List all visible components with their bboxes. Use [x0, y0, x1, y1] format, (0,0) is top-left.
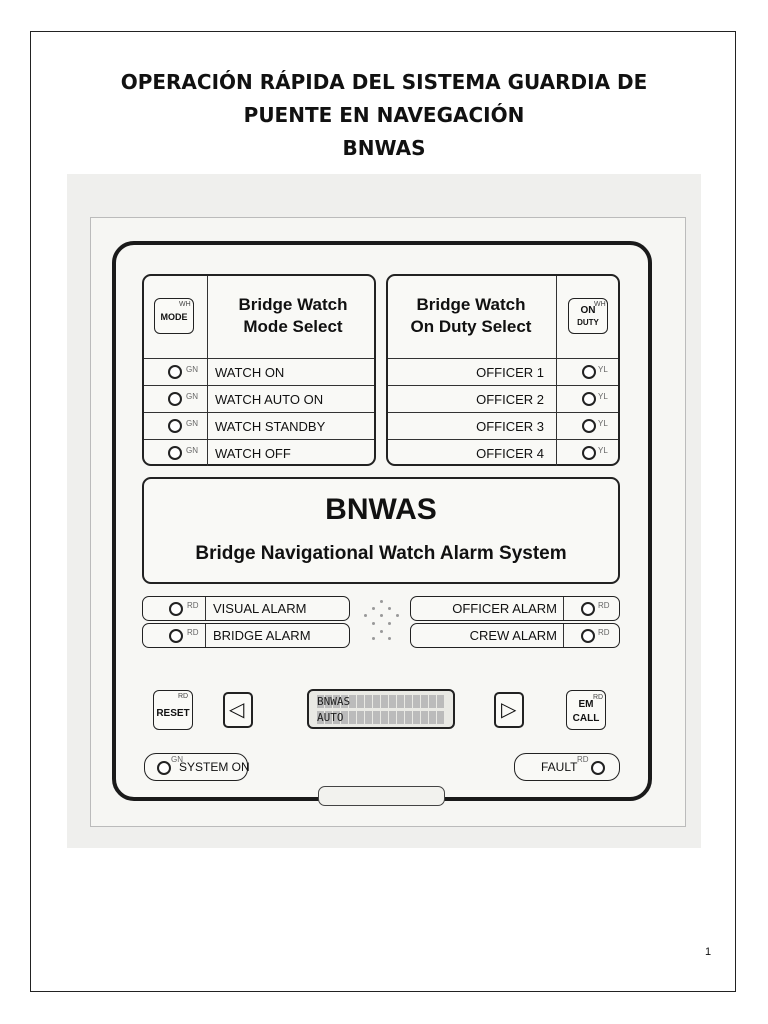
duty-row-officer-1 — [388, 358, 618, 385]
right-arrow-button[interactable] — [494, 692, 524, 728]
mode-label: WATCH OFF — [215, 446, 291, 461]
fault-label: FAULT — [541, 760, 578, 774]
fault-indicator — [514, 753, 620, 781]
duty-select-title — [388, 294, 554, 338]
bridge-alarm-indicator — [142, 623, 350, 648]
led-icon — [168, 419, 182, 433]
left-arrow-icon: ◁ — [229, 699, 245, 721]
page-number: 1 — [705, 946, 712, 958]
officer-label: OFFICER 3 — [476, 419, 544, 434]
lcd-line-1: BNWAS — [317, 695, 445, 708]
led-color-code: YL — [598, 392, 608, 401]
on-duty-button-label-1: ON — [580, 305, 596, 316]
led-color-code: GN — [186, 446, 198, 455]
mode-label: WATCH AUTO ON — [215, 392, 324, 407]
em-call-button-label-2: CALL — [572, 713, 600, 724]
em-call-button[interactable] — [566, 690, 606, 730]
document-title — [0, 66, 768, 165]
officer-label: OFFICER 4 — [476, 446, 544, 461]
led-icon — [168, 365, 182, 379]
led-color-code: RD — [187, 601, 199, 610]
led-icon — [581, 629, 595, 643]
duty-select-box — [386, 274, 620, 466]
led-color-code: GN — [186, 392, 198, 401]
alarm-label: BRIDGE ALARM — [213, 628, 311, 643]
led-icon — [581, 602, 595, 616]
reset-button-code: RD — [178, 693, 189, 700]
duty-select-title-line2: On Duty Select — [410, 317, 532, 336]
crew-alarm-indicator — [410, 623, 620, 648]
em-call-button-label-1: EM — [578, 699, 594, 710]
mode-button-code: WH — [179, 301, 191, 308]
led-color-code: GN — [171, 755, 183, 764]
led-color-code: RD — [577, 755, 589, 764]
duty-row-officer-3 — [388, 412, 618, 439]
led-color-code: RD — [598, 601, 610, 610]
card-slot — [318, 786, 445, 806]
system-on-label: SYSTEM ON — [179, 760, 250, 774]
lcd-display — [307, 689, 455, 729]
alarm-label: OFFICER ALARM — [452, 601, 557, 616]
led-icon — [168, 392, 182, 406]
mode-select-title-line1: Bridge Watch — [238, 295, 348, 314]
led-icon — [582, 446, 596, 460]
title-line-3: BNWAS — [342, 136, 426, 160]
reset-button[interactable] — [153, 690, 193, 730]
banner-title: BNWAS — [325, 493, 437, 526]
em-call-button-code: RD — [593, 694, 604, 701]
duty-row-officer-4 — [388, 439, 618, 466]
led-color-code: YL — [598, 446, 608, 455]
alarm-label: VISUAL ALARM — [213, 601, 307, 616]
led-icon — [157, 761, 171, 775]
right-arrow-icon: ▷ — [501, 699, 517, 721]
led-icon — [582, 419, 596, 433]
mode-row-watch-standby — [144, 412, 374, 439]
led-icon — [168, 446, 182, 460]
led-color-code: YL — [598, 365, 608, 374]
mode-label: WATCH STANDBY — [215, 419, 326, 434]
mode-row-watch-off — [144, 439, 374, 466]
led-icon — [169, 602, 183, 616]
mode-row-watch-on — [144, 358, 374, 385]
mode-row-watch-auto-on — [144, 385, 374, 412]
duty-select-title-line1: Bridge Watch — [416, 295, 526, 314]
on-duty-button-label-2: DUTY — [577, 318, 599, 327]
mode-select-title — [210, 294, 376, 338]
mode-select-box — [142, 274, 376, 466]
led-color-code: RD — [187, 628, 199, 637]
bnwas-banner — [142, 477, 620, 584]
on-duty-button-code: WH — [594, 301, 606, 308]
duty-row-officer-2 — [388, 385, 618, 412]
mode-button[interactable] — [154, 298, 194, 334]
title-line-1: OPERACIÓN RÁPIDA DEL SISTEMA GUARDIA DE — [120, 70, 648, 94]
mode-label: WATCH ON — [215, 365, 285, 380]
led-color-code: YL — [598, 419, 608, 428]
led-icon — [582, 365, 596, 379]
lcd-line-2: AUTO — [317, 711, 445, 724]
officer-label: OFFICER 2 — [476, 392, 544, 407]
system-on-indicator — [144, 753, 248, 781]
alarm-label: CREW ALARM — [469, 628, 557, 643]
visual-alarm-indicator — [142, 596, 350, 621]
led-icon — [591, 761, 605, 775]
led-icon — [582, 392, 596, 406]
title-line-2: PUENTE EN NAVEGACIÓN — [243, 103, 525, 127]
led-icon — [169, 629, 183, 643]
led-color-code: GN — [186, 365, 198, 374]
on-duty-button[interactable] — [568, 298, 608, 334]
led-color-code: GN — [186, 419, 198, 428]
mode-button-label: MODE — [160, 312, 188, 322]
led-color-code: RD — [598, 628, 610, 637]
banner-subtitle: Bridge Navigational Watch Alarm System — [195, 543, 567, 564]
reset-button-label: RESET — [156, 708, 190, 719]
left-arrow-button[interactable] — [223, 692, 253, 728]
officer-label: OFFICER 1 — [476, 365, 544, 380]
mode-select-title-line2: Mode Select — [243, 317, 343, 336]
officer-alarm-indicator — [410, 596, 620, 621]
